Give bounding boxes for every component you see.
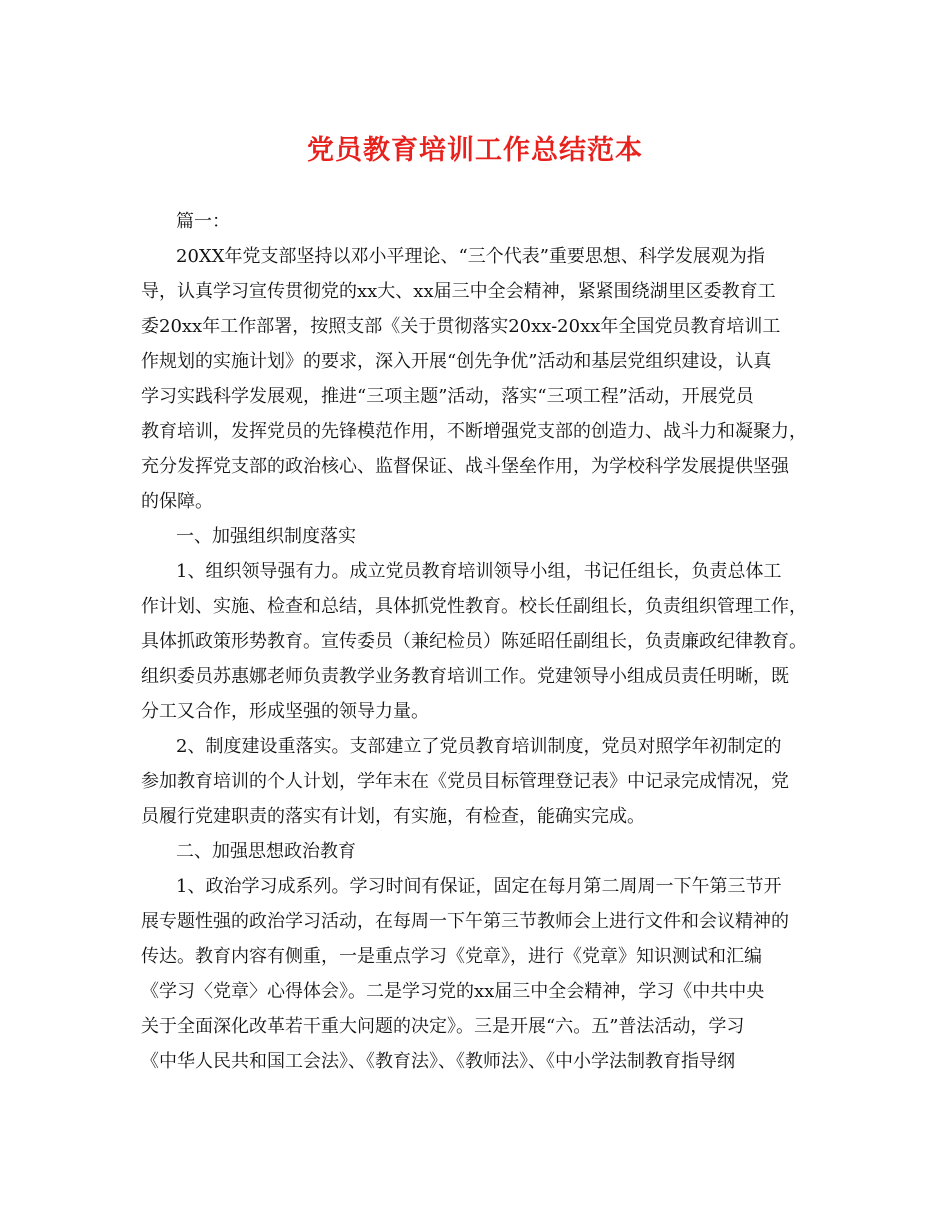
text-line: 员履行党建职责的落实有计划，有实施，有检查，能确实完成。 (141, 806, 645, 827)
text-line: 2、制度建设重落实。支部建立了党员教育培训制度，党员对照学年初制定的 (176, 736, 782, 757)
text-line: 的保障。 (141, 491, 213, 512)
text-line: 教育培训，发挥党员的先锋模范作用，不断增强党支部的创造力、战斗力和凝聚力， (141, 421, 807, 442)
text-line: 关于全面深化改革若干重大问题的决定》。三是开展“六。五”普法活动，学习 (141, 1016, 745, 1037)
text-line: 参加教育培训的个人计划，学年末在《党员目标管理登记表》中记录完成情况，党 (141, 771, 789, 792)
text-line: 作规划的实施计划》的要求，深入开展“创先争优”活动和基层党组织建设，认真 (141, 351, 772, 372)
text-line: 导，认真学习宣传贯彻党的xx大、xx届三中全会精神，紧紧围绕湖里区委教育工 (141, 281, 776, 302)
text-line: 充分发挥党支部的政治核心、监督保证、战斗堡垒作用，为学校科学发展提供坚强 (141, 456, 789, 477)
text-line: 篇一： (176, 211, 230, 232)
text-line: 委20xx年工作部署，按照支部《关于贯彻落实20xx-20xx年全国党员教育培训工 (141, 316, 781, 337)
text-line: 分工又合作，形成坚强的领导力量。 (141, 701, 429, 722)
text-line: 具体抓政策形势教育。宣传委员（兼纪检员）陈延昭任副组长，负责廉政纪律教育。 (141, 631, 807, 652)
text-line: 《学习〈党章〉心得体会》。二是学习党的xx届三中全会精神，学习《中共中央 (141, 981, 765, 1002)
text-line: 作计划、实施、检查和总结，具体抓党性教育。校长任副组长，负责组织管理工作， (141, 596, 807, 617)
document-title: 党员教育培训工作总结范本 (307, 135, 643, 166)
text-line: 1、组织领导强有力。成立党员教育培训领导小组，书记任组长，负责总体工 (176, 561, 782, 582)
text-line: 传达。教育内容有侧重，一是重点学习《党章》，进行《党章》知识测试和汇编 (141, 946, 762, 967)
section-heading: 二、加强思想政治教育 (176, 841, 356, 862)
text-line: 组织委员苏惠娜老师负责教学业务教育培训工作。党建领导小组成员责任明晰，既 (141, 666, 789, 687)
section-heading: 一、加强组织制度落实 (176, 526, 356, 547)
text-line: 展专题性强的政治学习活动，在每周一下午第三节教师会上进行文件和会议精神的 (141, 911, 789, 932)
text-line: 学习实践科学发展观，推进“三项主题”活动，落实“三项工程”活动，开展党员 (141, 386, 754, 407)
text-line: 《中华人民共和国工会法》、《教育法》、《教师法》、《中小学法制教育指导纲 (141, 1051, 735, 1072)
text-line: 1、政治学习成系列。学习时间有保证，固定在每月第二周周一下午第三节开 (176, 876, 782, 897)
text-line: 20XX年党支部坚持以邓小平理论、“三个代表”重要思想、科学发展观为指 (176, 246, 765, 267)
